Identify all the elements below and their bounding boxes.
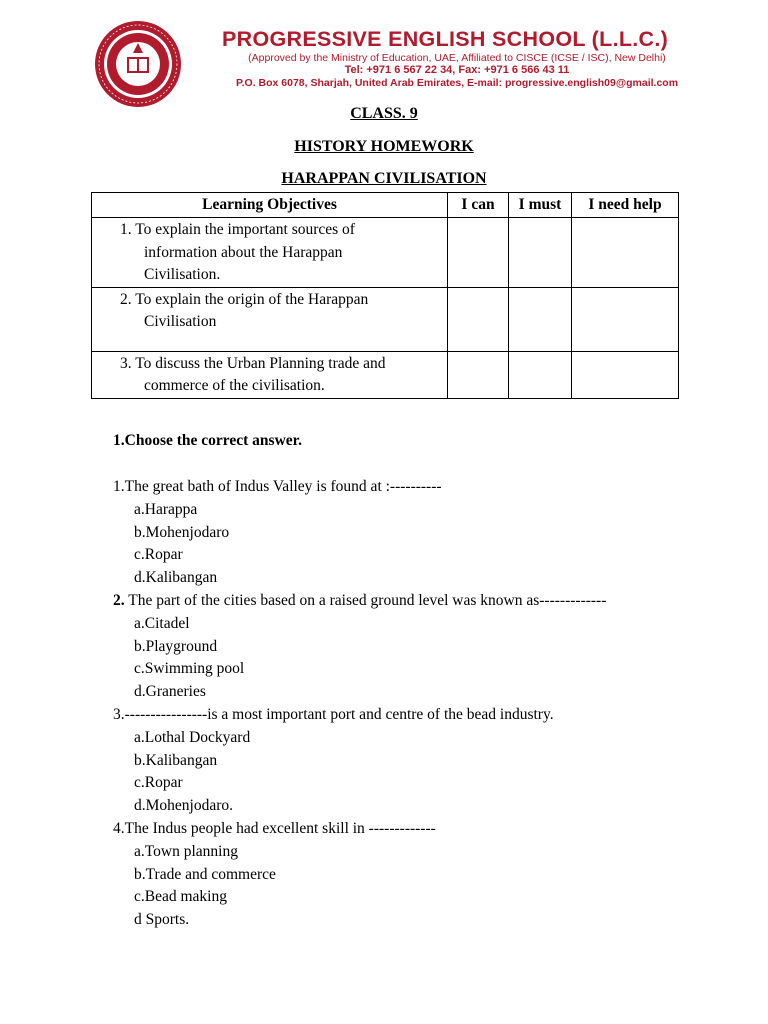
need-help-cell[interactable] — [572, 218, 679, 288]
question-text — [113, 818, 606, 841]
col-header-i-can: I can — [448, 193, 509, 218]
question-list — [113, 476, 606, 932]
question-number: 4. — [113, 819, 125, 837]
question-body: ----------------is a most important port and centre of the bead industry. — [124, 705, 554, 723]
school-name: PROGRESSIVE ENGLISH SCHOOL (L.L.C.) — [222, 27, 669, 51]
col-header-i-must: I must — [509, 193, 572, 218]
question — [113, 704, 606, 818]
question — [113, 590, 606, 704]
need-help-cell[interactable] — [572, 287, 679, 351]
answer-option: d.Graneries — [134, 683, 206, 701]
class-title: CLASS. 9 — [350, 105, 418, 122]
answer-option: d.Kalibangan — [134, 569, 218, 587]
col-header-objectives: Learning Objectives — [92, 193, 448, 218]
objective-text-cont: Civilisation — [144, 313, 217, 330]
answer-option: a.Town planning — [134, 842, 238, 860]
table-row — [92, 287, 679, 351]
question-body: The part of the cities based on a raised ground level was known as------------- — [124, 591, 607, 609]
answer-option: c.Swimming pool — [134, 660, 245, 678]
topic-title: HARAPPAN CIVILISATION — [281, 170, 487, 187]
need-help-cell[interactable] — [572, 351, 679, 398]
i-can-cell[interactable] — [448, 351, 509, 398]
answer-option: d Sports. — [134, 911, 190, 929]
objective-text-cont: commerce of the civilisation. — [144, 377, 325, 394]
approval-line: (Approved by the Ministry of Education, UAE, Affiliated to CISCE (ICSE / ISC), New Delhi) — [248, 52, 666, 64]
answer-option: a.Harappa — [134, 500, 198, 518]
question-text — [113, 704, 606, 727]
question-number: 2. — [113, 591, 125, 609]
table-row — [92, 218, 679, 288]
question-number: 3. — [113, 705, 125, 723]
i-must-cell[interactable] — [509, 287, 572, 351]
answer-option: a.Citadel — [134, 614, 190, 632]
objective-text: To discuss the Urban Planning trade and — [135, 354, 386, 372]
i-must-cell[interactable] — [509, 218, 572, 288]
objective-cell — [92, 351, 448, 398]
subject-title: HISTORY HOMEWORK — [294, 138, 474, 155]
question-text — [113, 590, 606, 613]
answer-option: b.Mohenjodaro — [134, 523, 230, 541]
objective-number: 1. — [120, 221, 132, 238]
address-line: P.O. Box 6078, Sharjah, United Arab Emirates, E-mail: progressive.english09@gmail.com — [235, 77, 679, 89]
i-can-cell[interactable] — [448, 287, 509, 351]
contact-line: Tel: +971 6 567 22 34, Fax: +971 6 566 43 11 — [344, 64, 570, 76]
objective-text-cont: information about the Harappan — [144, 243, 343, 261]
answer-option: b.Playground — [134, 637, 218, 655]
objective-cell — [92, 218, 448, 288]
answer-option: c.Ropar — [134, 774, 183, 792]
question-text — [113, 476, 606, 499]
answer-option: b.Kalibangan — [134, 751, 218, 769]
answer-option: a.Lothal Dockyard — [134, 728, 251, 746]
table-header-row — [92, 193, 679, 218]
question-body: The Indus people had excellent skill in ------------- — [124, 819, 436, 837]
objective-text: To explain the origin of the Harappan — [135, 290, 369, 308]
question-number: 1. — [113, 478, 125, 495]
learning-objectives-table — [91, 192, 679, 399]
school-logo — [93, 19, 183, 109]
answer-option: c.Bead making — [134, 888, 227, 906]
objective-cell — [92, 287, 448, 351]
objective-text: To explain the important sources of — [135, 221, 355, 238]
section-heading: 1.Choose the correct answer. — [113, 432, 302, 449]
question-body: The great bath of Indus Valley is found at :---------- — [124, 478, 442, 495]
question — [113, 476, 606, 590]
question — [113, 818, 606, 932]
table-row — [92, 351, 679, 398]
answer-option: b.Trade and commerce — [134, 865, 276, 883]
answer-option: d.Mohenjodaro. — [134, 797, 234, 815]
objective-text-cont: Civilisation. — [144, 266, 221, 283]
answer-option: c.Ropar — [134, 546, 183, 564]
objective-number: 3. — [120, 354, 132, 372]
objective-number: 2. — [120, 290, 132, 308]
i-must-cell[interactable] — [509, 351, 572, 398]
col-header-need-help: I need help — [572, 193, 679, 218]
letterhead — [0, 0, 768, 100]
i-can-cell[interactable] — [448, 218, 509, 288]
